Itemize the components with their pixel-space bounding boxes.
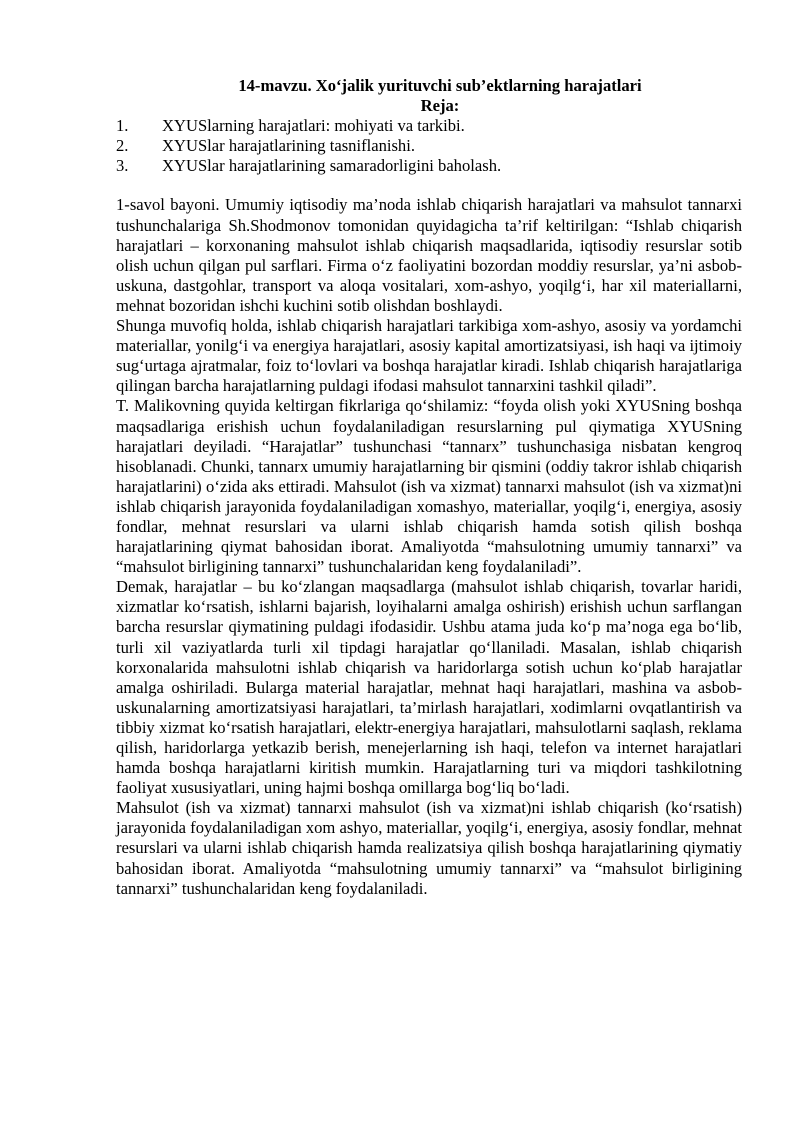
document-title: 14-mavzu. Xo‘jalik yurituvchi sub’ektlarning harajatlari xyxy=(238,76,642,95)
plan-item xyxy=(116,136,742,156)
body-paragraph: Mahsulot (ish va xizmat) tannarxi mahsulot (ish va xizmat)ni ishlab chiqarish (ko‘rsatish) jarayonida foydalaniladigan xom ashyo, materiallar, yoqilg‘i, energiya, asosiy fondlar, mehnat resurslari va ularni ishlab chiqarish hamda realizatsiya qilish boshqa harajatlarining qiymatiy bahosidan iborat. Amaliyotda “mahsulotning umumiy tannarxi” va “mahsulot birligining tannarxi” tushunchalaridan keng foydalaniladi. xyxy=(116,798,742,898)
body-paragraph: T. Malikovning quyida keltirgan fikrlariga qo‘shilamiz: “foyda olish yoki XYUSning boshqa maqsadlariga erishish uchun foydalaniladigan resurslarning pul qiymatiga XYUSning harajatlari deyiladi. “Harajatlar” tushunchasi “tannarx” tushunchasiga nisbatan kengroq hisoblanadi. Chunki, tannarx umumiy harajatlarning bir qismini (oddiy takror ishlab chiqarish harajatlarini) o‘zida aks ettiradi. Mahsulot (ish va xizmat) tannarxi mahsulot (ish va xizmat)ni ishlab chiqarish jarayonida foydalaniladigan xomashyo, materiallar, yoqilg‘i, energiya, asosiy fondlar, mehnat resurslari va ularni ishlab chiqarish hamda sotish qilish boshqa harajatlarining qiymat bahosidan iborat. Amaliyotda “mahsulotning umumiy tannarxi” va “mahsulot birligining tannarxi” tushunchalaridan keng foydalaniladi”. xyxy=(116,396,742,577)
document-page xyxy=(116,76,742,899)
body-paragraph: Shunga muvofiq holda, ishlab chiqarish harajatlari tarkibiga xom-ashyo, asosiy va yordamchi materiallar, yonilg‘i va energiya harajatlari, asosiy kapital amortizatsiyasi, ish haqi va ijtimoiy sug‘urtaga ajratmalar, foiz to‘lovlari va boshqa harajatlar kiradi. Ishlab chiqarish harajatlariga qilingan barcha harajatlarning puldagi ifodasi mahsulot tannarxini tashkil qiladi”. xyxy=(116,316,742,396)
plan-item-text: XYUSlar harajatlarining tasniflanishi. xyxy=(162,136,415,156)
plan-item xyxy=(116,156,742,176)
plan-item xyxy=(116,116,742,136)
plan-item-text: XYUSlarning harajatlari: mohiyati va tarkibi. xyxy=(162,116,465,136)
plan-heading: Reja: xyxy=(420,96,460,116)
plan-item-number: 1. xyxy=(116,116,129,136)
plan-item-number: 3. xyxy=(116,156,129,176)
body-paragraph: Demak, harajatlar – bu ko‘zlangan maqsadlarga (mahsulot ishlab chiqarish, tovarlar haridi, xizmatlar ko‘rsatish, ishlarni bajarish, loyihalarni amalga oshirish) erishish uchun sarflangan barcha resurslar qiymatining puldagi ifodasidir. Ushbu atama juda ko‘p ma’noga ega bo‘lib, turli xil vaziyatlarda turli xil tipdagi harajatlar qo‘llaniladi. Masalan, ishlab chiqarish korxonalarida mahsulotni ishlab chiqarish va haridorlarga sotish uchun ko‘plab harajatlar amalga oshiriladi. Bularga material harajatlar, mehnat haqi harajatlari, mashina va asbob-uskunalarning amortizatsiyasi harajatlari, ta’mirlash harajatlari, xodimlarni ovqatlantirish va tibbiy xizmat ko‘rsatish harajatlari, elektr-energiya harajatlari, mahsulotlarni saqlash, reklama qilish, haridorlarga yetkazib berish, menejerlarning ish haqi, telefon va internet harajatlari hamda boshqa harajatlarni kiritish mumkin. Harajatlarning turi va miqdori tashkilotning faoliyat xususiyatlari, uning hajmi boshqa omillarga bog‘liq bo‘ladi. xyxy=(116,577,742,798)
plan-item-text: XYUSlar harajatlarining samaradorligini baholash. xyxy=(162,156,502,176)
plan-list xyxy=(116,116,742,176)
body-paragraph: 1-savol bayoni. Umumiy iqtisodiy ma’noda ishlab chiqarish harajatlari va mahsulot tannarxi tushunchalariga Sh.Shodmonov tomonidan quyidagicha ta’rif keltirilgan: “Ishlab chiqarish harajatlari – korxonaning mahsulot ishlab chiqarish maqsadlarida, iqtisodiy resurslar sotib olish uchun qilgan pul sarflari. Firma o‘z faoliyatini bozordan moddiy resurslar, ya’ni asbob-uskuna, dastgohlar, transport va aloqa vositalari, xom-ashyo, yoqilg‘i, har xil materiallarni, mehnat bozoridan ishchi kuchini sotib olishdan boshlaydi. xyxy=(116,195,742,315)
plan-item-number: 2. xyxy=(116,136,129,156)
